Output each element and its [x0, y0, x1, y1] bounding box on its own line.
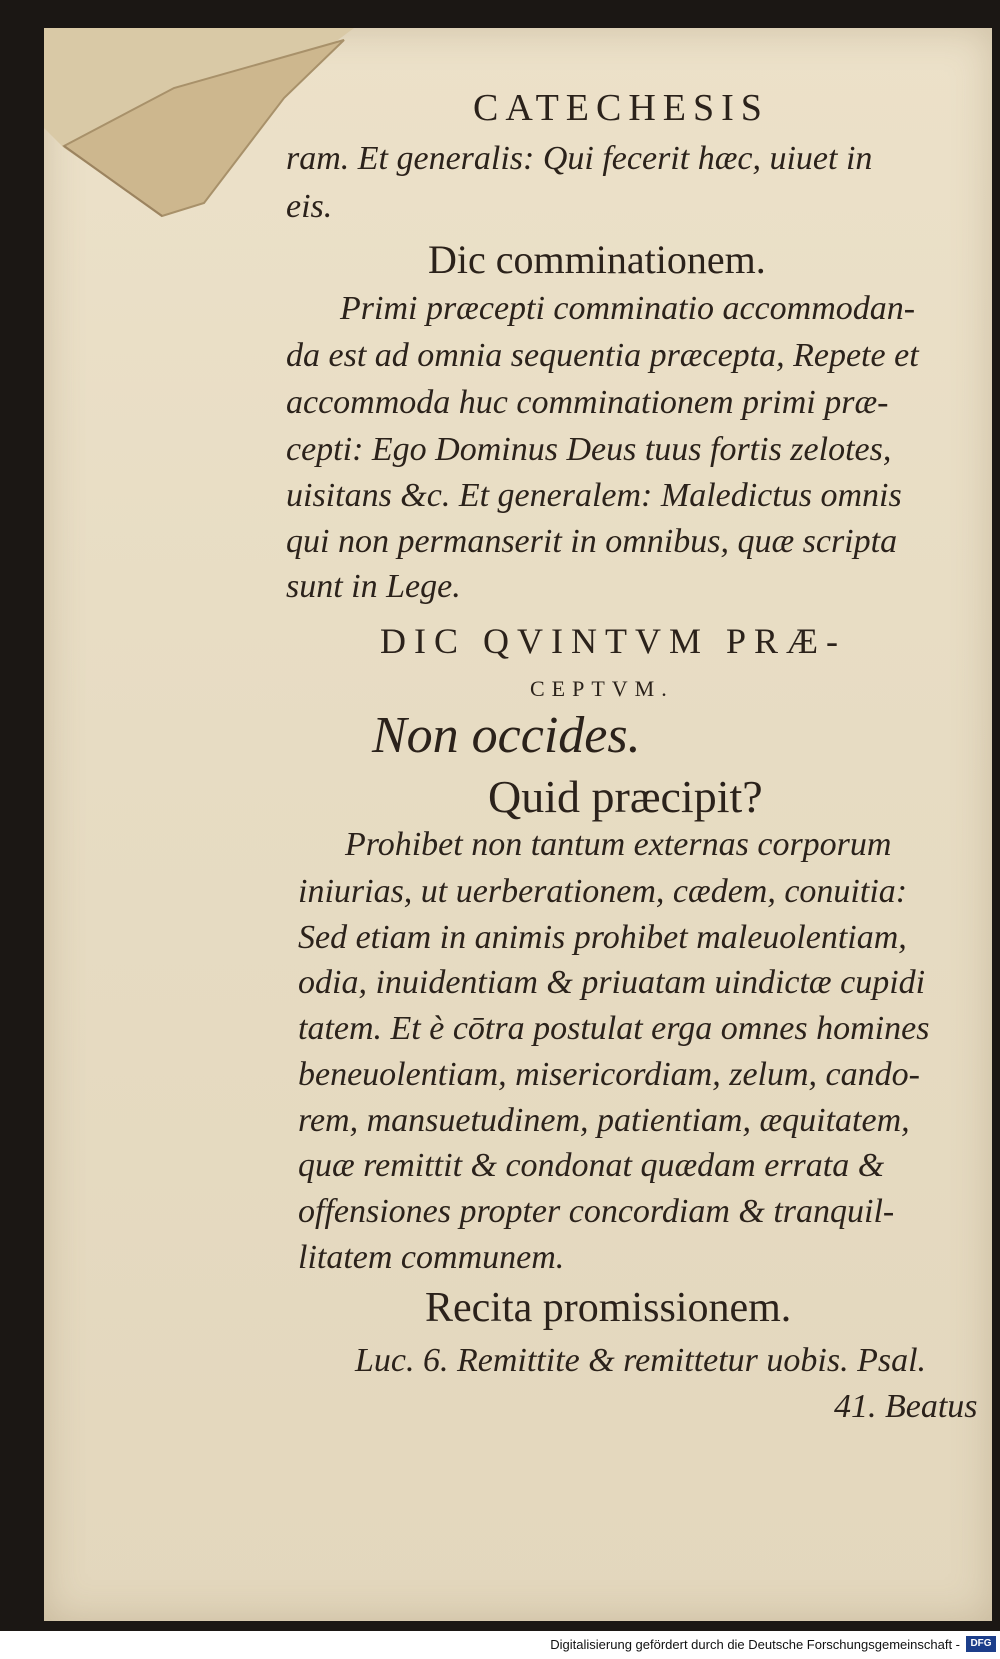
section-heading: Dic comminationem.	[428, 237, 766, 282]
question-heading: Quid præcipit?	[488, 771, 763, 822]
text-line: cepti: Ego Dominus Deus tuus fortis zelotes,	[286, 431, 892, 468]
text-line: offensiones propter concordiam & tranquil-	[298, 1193, 895, 1230]
commandment-text: Non occides.	[372, 707, 641, 764]
text-line: ram. Et generalis: Qui fecerit hæc, uiuet in	[286, 140, 873, 177]
text-line: odia, inuidentiam & priuatam uindictæ cupidi	[298, 964, 926, 1001]
digitization-footer	[0, 1631, 1000, 1659]
text-line: eis.	[286, 188, 333, 225]
text-line: uisitans &c. Et generalem: Maledictus omnis	[286, 477, 902, 514]
text-line: rem, mansuetudinem, patientiam, æquitatem,	[298, 1102, 910, 1139]
text-line: sunt in Lege.	[286, 568, 461, 605]
text-line: qui non permanserit in omnibus, quæ scripta	[286, 523, 898, 560]
commandment-heading-cont: CEPTVM.	[530, 676, 674, 701]
text-line: quæ remittit & condonat quædam errata &	[298, 1147, 885, 1184]
text-line: Luc. 6. Remittite & remittetur uobis. Psal.	[355, 1342, 927, 1379]
section-heading: Recita promissionem.	[425, 1285, 792, 1331]
text-line: iniurias, ut uerberationem, cædem, conuitia:	[298, 873, 908, 910]
dfg-logo: DFG	[966, 1636, 996, 1652]
catchword: 41. Beatus	[834, 1388, 978, 1425]
commandment-heading: DIC QVINTVM PRÆ-	[380, 621, 847, 661]
text-line: Sed etiam in animis prohibet maleuolentiam,	[298, 919, 907, 956]
running-head: CATECHESIS	[473, 87, 769, 129]
text-line: beneuolentiam, misericordiam, zelum, cando-	[298, 1056, 920, 1093]
text-line: tatem. Et è cōtra postulat erga omnes homines	[298, 1010, 930, 1047]
footer-credit: Digitalisierung gefördert durch die Deutsche Forschungsgemeinschaft -	[550, 1637, 960, 1652]
text-line: Prohibet non tantum externas corporum	[345, 826, 892, 863]
text-line: accommoda huc comminationem primi præ-	[286, 384, 889, 421]
text-line: da est ad omnia sequentia præcepta, Repete et	[286, 337, 919, 374]
text-line: litatem communem.	[298, 1239, 565, 1276]
text-line: Primi præcepti comminatio accommodan-	[340, 290, 916, 327]
